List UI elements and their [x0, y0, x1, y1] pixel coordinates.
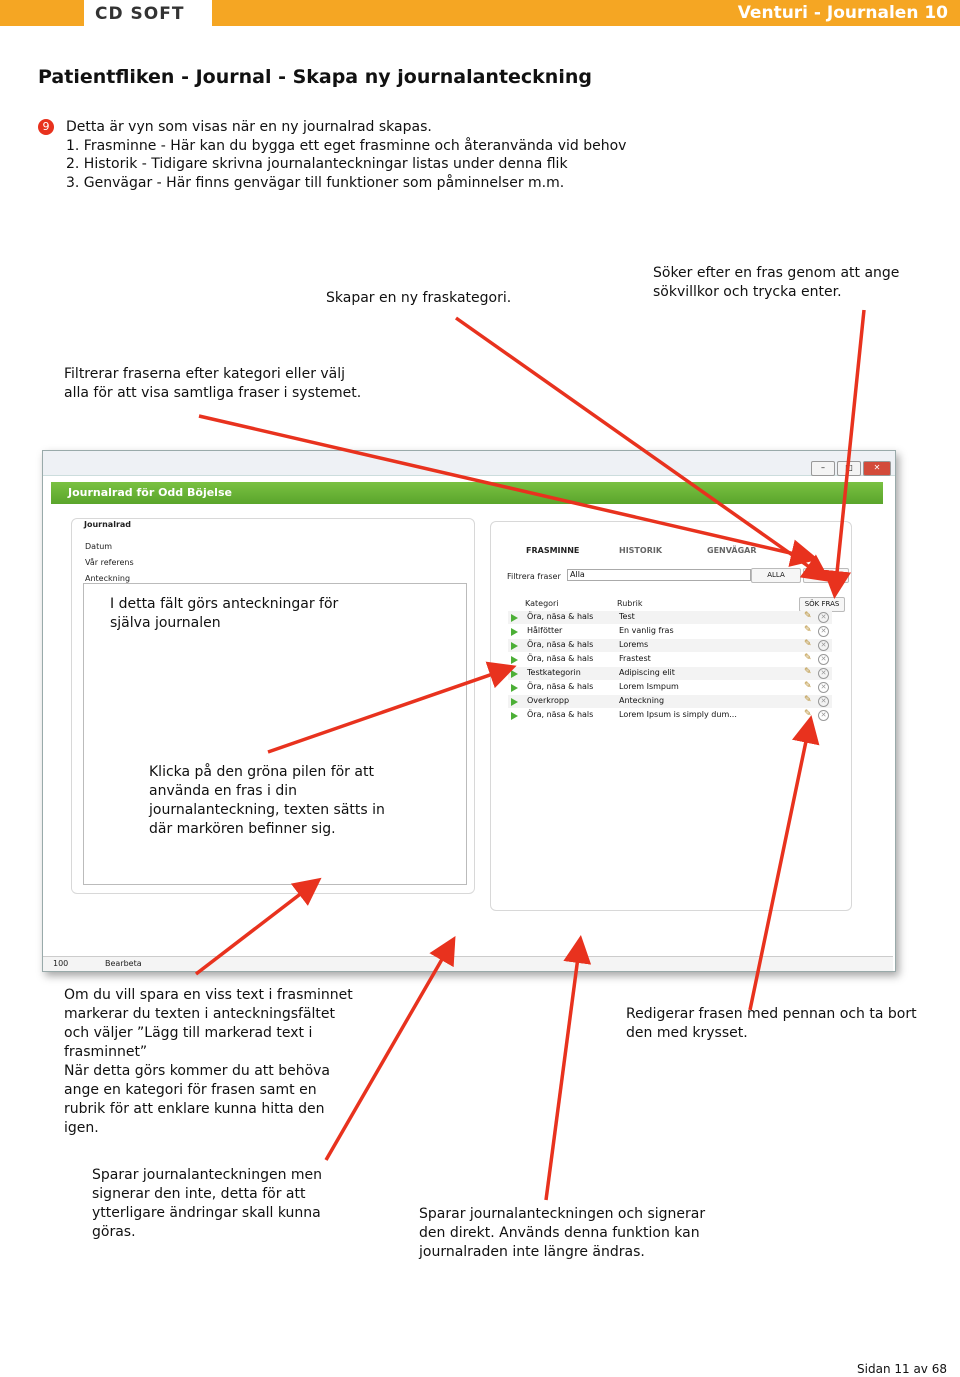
pencil-icon: ✎ [804, 709, 812, 719]
pencil-icon: ✎ [804, 681, 812, 691]
delete-icon: ✕ [818, 710, 829, 721]
delete-icon: ✕ [818, 612, 829, 623]
journal-panel: Journalrad Datum Vår referens Anteckning [71, 518, 475, 894]
callout-sparar-ej: Sparar journalanteckningen men signerar den inte, detta för att ytterligare ändringar skall kunna göras. [92, 1167, 323, 1240]
pencil-icon: ✎ [804, 625, 812, 635]
company-logo: CD SOFT [95, 4, 185, 24]
tab-historik[interactable]: HISTORIK [619, 546, 663, 555]
page-number: Sidan 11 av 68 [857, 1362, 947, 1376]
list-item[interactable]: Öra, näsa & hals Frastest ✎ ✕ [508, 653, 832, 666]
page-title: Patientfliken - Journal - Skapa ny journalanteckning [38, 66, 592, 88]
intro-text: Detta är vyn som visas när en ny journalrad skapas. 1. Frasminne - Här kan du bygga ett eget frasminne och återanvända vid behov 2. Historik - Tidigare skrivna journalanteckningar listas under denna flik 3. Genvägar - Här finns genvägar till funktioner som påminnelser m.m. [66, 119, 627, 191]
callout-filtrerar: Filtrerar fraserna efter kategori eller välj alla för att visa samtliga fraser i systemet. [64, 366, 362, 401]
callout-soker: Söker efter en fras genom att ange sökvillkor och trycka enter. [653, 265, 900, 300]
callout-skapar: Skapar en ny fraskategori. [326, 290, 512, 306]
pencil-icon: ✎ [804, 639, 812, 649]
delete-icon: ✕ [818, 640, 829, 651]
callout-spara-text: Om du vill spara en viss text i frasminnet markerar du texten i anteckningsfältet och väljer ”Lägg till markerad text i frasminnet” När detta görs kommer du att behöva ange en kategori för frasen samt en rubrik för att enklare kunna hitta den igen. [64, 987, 353, 1136]
list-item[interactable]: Öra, näsa & hals Test ✎ ✕ [508, 611, 832, 624]
delete-icon: ✕ [818, 682, 829, 693]
list-item[interactable]: Öra, näsa & hals Lorem Ipsum is simply dum... ✎ ✕ [508, 709, 832, 722]
alla-button[interactable]: ALLA [751, 568, 801, 583]
journal-header-title: Journalrad för Odd Böjelse [68, 486, 232, 499]
sok-fras-button[interactable]: SÖK FRAS [799, 597, 845, 612]
list-item[interactable]: Overkropp Anteckning ✎ ✕ [508, 695, 832, 708]
pencil-icon: ✎ [804, 653, 812, 663]
step-badge: 9 [38, 119, 54, 135]
header-title: Venturi - Journalen 10 [737, 3, 948, 23]
pencil-icon: ✎ [804, 667, 812, 677]
journal-window-screenshot: – □ ✕ Journalrad för Odd Böjelse Journalrad Datum Vår referens Anteckning I detta fält görs anteckningar för själva journalen Klicka på den gröna pilen för att använda en fras i din journalanteckning, texten sätts in där markören befinner sig. FRASMINNE HISTORIK GENVÄGAR Filtrera fraser Alla ALLA NY KAT Kategori Rubrik SÖK FRAS Öra, näsa & hals Test ✎ ✕ Hålfötter En vanlig fras ✎ ✕ Öra, näsa & hals Lorems ✎ ✕ Öra, näsa & hals Frastest ✎ ✕ Testkategorin Adipiscing elit ✎ ✕ Öra, näsa & hals Lorem Ismpum ✎ ✕ Overkropp Anteckning ✎ ✕ Öra, näsa & hals Lorem Ipsum is simply dum... ✎ ✕ 100 Bearbeta [42, 450, 896, 972]
list-item[interactable]: Öra, näsa & hals Lorem Ismpum ✎ ✕ [508, 681, 832, 694]
ny-kat-button[interactable]: NY KAT [803, 568, 849, 583]
list-item[interactable]: Testkategorin Adipiscing elit ✎ ✕ [508, 667, 832, 680]
callout-klicka: Klicka på den gröna pilen för att använda en fras i din journalanteckning, texten sätts in där markören befinner sig. [149, 764, 385, 837]
tab-frasminne[interactable]: FRASMINNE [526, 546, 580, 555]
callout-falt: I detta fält görs anteckningar för själva journalen [110, 596, 339, 631]
pencil-icon: ✎ [804, 695, 812, 705]
pencil-icon: ✎ [804, 611, 812, 621]
filter-select[interactable]: Alla [567, 569, 751, 581]
callout-sparar-sign: Sparar journalanteckningen och signerar den direkt. Används denna funktion kan journalraden inte längre ändras. [419, 1206, 706, 1260]
phrase-panel: FRASMINNE HISTORIK GENVÄGAR Filtrera fraser Alla ALLA NY KAT Kategori Rubrik SÖK FRAS [490, 521, 852, 911]
delete-icon: ✕ [818, 626, 829, 637]
list-item[interactable]: Hålfötter En vanlig fras ✎ ✕ [508, 625, 832, 638]
list-item[interactable]: Öra, näsa & hals Lorems ✎ ✕ [508, 639, 832, 652]
callout-redigerar: Redigerar frasen med pennan och ta bort den med krysset. [626, 1006, 917, 1041]
tab-genvagar[interactable]: GENVÄGAR [707, 546, 757, 555]
delete-icon: ✕ [818, 696, 829, 707]
delete-icon: ✕ [818, 654, 829, 665]
delete-icon: ✕ [818, 668, 829, 679]
